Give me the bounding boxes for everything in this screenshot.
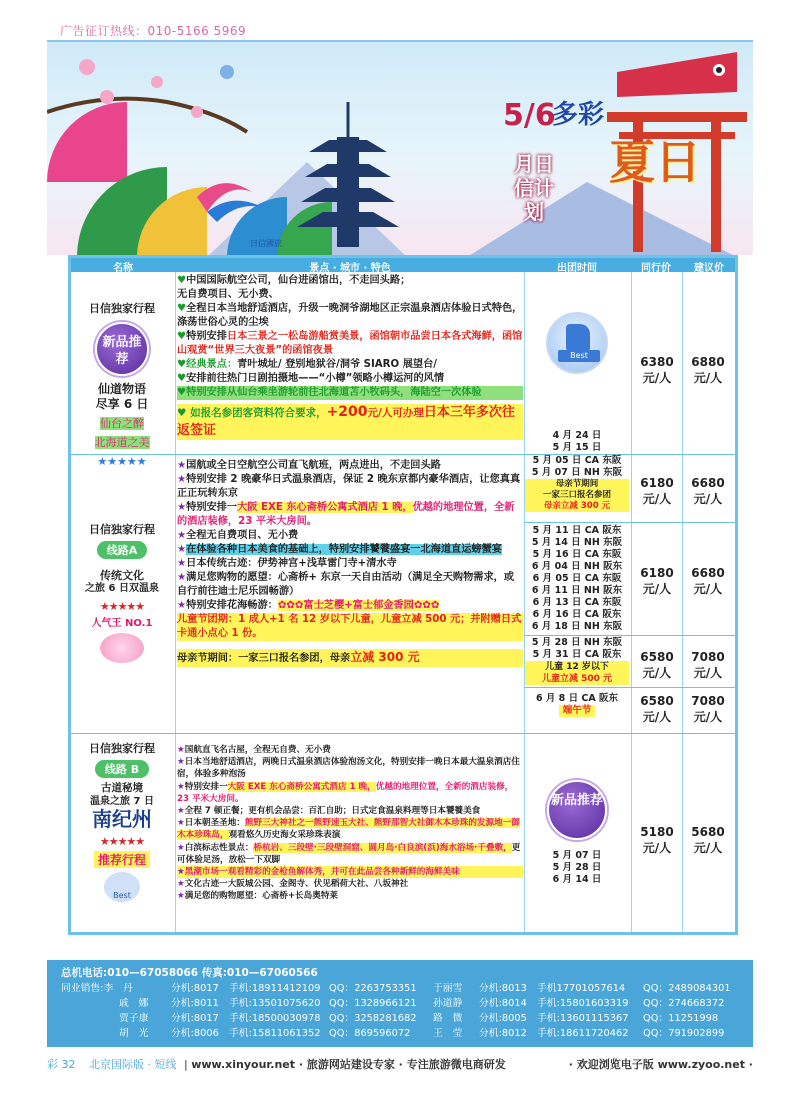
itinerary-table [68, 255, 738, 935]
price-value: 6180 [640, 476, 674, 490]
fan-decoration-icon [47, 102, 332, 255]
departure-date: 6 月 05 日 CA 东阪 [532, 573, 622, 584]
desc-line: 日本朝圣圣地： [184, 818, 245, 829]
price-value: 6580 [640, 694, 674, 708]
contact-qq: QQ：274668372 [643, 998, 725, 1009]
price-unit: 元/人 [642, 492, 672, 506]
contact-name: 路 微 [433, 1013, 463, 1024]
desc-line: 大阪 EXE 东心斋桥公寓式酒店 1 晚， [237, 502, 413, 513]
desc-line: 日本三景之一松岛游船赏美景，函馆朝市品尝日本各式海鲜，函馆山观赏“世界三大夜景”的函馆夜景 [177, 331, 523, 356]
desc-line: 特别安排从仙台乘坐游轮前往北海道苫小牧码头，海陆空一次体验 [186, 387, 482, 398]
contact-ext: 分机:8014 [479, 998, 527, 1009]
contact-mobile: 手机:18911412109 [229, 983, 321, 994]
exclusive-label: 日信独家行程 [89, 742, 155, 755]
table-row [71, 455, 735, 733]
row3-price [633, 824, 681, 856]
contact-ext: 分机:8012 [479, 1028, 527, 1039]
contact-qq: QQ：791902899 [643, 1028, 725, 1039]
suggest-value: 7080 [691, 694, 725, 708]
desc-line: 日本当地舒适酒店，两晚日式温泉酒店体验泡汤文化，特别安排一晚日本最大温泉酒店住宿，体验多种泡汤 [177, 757, 520, 780]
route-tag: 线路 B [95, 760, 149, 778]
row2-price-d [633, 693, 681, 725]
desc-line: 熊野三大神社之一熊野速玉大社、熊野那智大社御木本珍珠的发源地一御木本珍珠岛， [177, 818, 520, 841]
departure-date: 5 月 07 日 [552, 850, 602, 861]
contact-name: 胡 光 [119, 1028, 149, 1039]
banner-title-summer: 夏日 [609, 135, 701, 189]
header-suggest: 建议价 [694, 263, 724, 274]
row2-dates-d [525, 693, 629, 717]
pagoda-icon [297, 102, 399, 247]
row3-description: ★国航直飞名古屋，全程无自费、无小费 ★日本当地舒适酒店，两晚日式温泉酒店体验泡汤文化，特别安排一晚日本最大温泉酒店住宿，体验多种泡汤 ★特别安排一大阪 EXE 东心斋桥公寓式酒店 1 晚，优越的地理位置，全新的酒店装修，23 平米大房间。 ★全程 7 顿正餐；更有机会品尝：百汇自助；日式定食温泉料理等日本饕餮美食 ★日本朝圣圣地：熊野三大神社之一熊野速玉大社、熊野那智大社御木本珍珠的发源地一御木本珍珠岛，观看悠久历史海女采珍珠表演 ★白滨标志性景点：桥杭岩、三段壁·三段壁洞窟、圆月岛·白良滨(浜)海水浴场·千叠敷，更可体验足汤，放松一下双脚 ★黑潮市场一观看精彩的金枪鱼解体秀，并可在此品尝各种新鲜的海鲜美味 ★文化古迹一大阪城公园、金阁寺、伏见稻荷大社、八坂神社 ★满足您的购物愿望：心斋桥+长岛奥特莱 [177, 744, 523, 903]
contact-mobile: 手机:18500030978 [229, 1013, 321, 1024]
footer-bar: 彩 32 北京国际版 · 短线 | www.xinyour.net · 旅游网站建设专家 · 专注旅游微电商研发 · 欢迎浏览电子版 www.zyoo.net · [47, 1055, 753, 1075]
discount-label: 立减 300 元 [350, 650, 420, 664]
row2-suggest-a [683, 475, 733, 507]
contact-qq: QQ：3258281682 [329, 1013, 417, 1024]
tag-sendai: 仙台之醉 [100, 417, 144, 430]
desc-line: 桥杭岩、三段壁·三段壁洞窟、圆月岛·白良滨(浜)海水浴场·千叠敷， [253, 842, 512, 853]
exclusive-label: 日信独家行程 [89, 302, 155, 315]
departure-date: 5 月 14 日 NH 东阪 [531, 537, 623, 548]
departure-date: 5 月 15 日 [552, 442, 602, 453]
region-title: 南纪州 [92, 807, 152, 831]
row1-price [633, 354, 681, 386]
desc-line: 黑潮市场一观看精彩的金枪鱼解体秀，并可在此品尝各种新鲜的海鲜美味 [184, 867, 460, 878]
desc-line: 特别安排一 [184, 781, 228, 792]
desc-line: 国航或全日空航空公司直飞航班，两点进出，不走回头路 [186, 460, 441, 471]
ad-hotline: 广告征订热线：010-5166 5969 [60, 24, 247, 38]
contact-mobile: 手机:13601115367 [537, 1013, 629, 1024]
contact-ext: 分机:8006 [171, 1028, 219, 1039]
price-unit: 元/人 [642, 710, 672, 724]
contact-mobile: 手机17701057614 [537, 983, 626, 994]
brand-name: 日信國旅 [250, 239, 282, 248]
desc-line: 特别安排 2 晚豪华日式温泉酒店，保证 2 晚东京都内豪华酒店，让您真真正正玩转东京 [177, 474, 521, 499]
desc-line: 文化古迹一大阪城公园、金阁寺、伏见稻荷大社、八坂神社 [184, 879, 409, 890]
contact-qq: QQ：2489084301 [643, 983, 731, 994]
row2-suggest-c [683, 649, 733, 681]
website-link[interactable]: www.xinyour.net · 旅游网站建设专家 · 专注旅游微电商研发 [191, 1058, 506, 1071]
row1-suggest [683, 354, 733, 386]
new-product-seal: 新品推荐 [95, 322, 149, 376]
row1-dates [525, 312, 629, 454]
suggest-unit: 元/人 [693, 371, 723, 385]
suggest-unit: 元/人 [693, 841, 723, 855]
desc-line: 大阪 EXE 东心斋桥公寓式酒店 1 晚， [227, 781, 376, 792]
row1-description: ♥中国国际航空公司，仙台进函馆出，不走回头路； 无自费项目、无小费、 ♥全程日本当地舒适酒店，升级一晚洞爷湖地区正宗温泉酒店体验日式特色，涤荡世俗心灵的尘埃 ♥特别安排日本三景之一松岛游船赏美景，函馆朝市品尝日本各式海鲜，函馆山观赏“世界三大夜景”的函馆夜景 ♥经典景点：青叶城址/ 登别地狱谷/洞爷 SIARO 展望台/ ♥安排前往热门日剧拍摄地——“小樽”领略小樽运河的风情 ♥特别安排从仙台乘坐游轮前往北海道苫小牧码头，海陆空一次体验 ♥ 如报名参团客资料符合要求，+200元/人可办理日本三年多次往返签证 [177, 275, 523, 438]
price-value: 5180 [640, 825, 674, 839]
departure-date: 5 月 31 日 CA 阪东 [532, 649, 622, 660]
desc-line: 全程日本当地舒适酒店，升级一晚洞爷湖地区正宗温泉酒店体验日式特色，涤荡世俗心灵的尘埃 [177, 303, 523, 328]
departure-date: 5 月 05 日 CA 东阪 [532, 455, 622, 466]
route-duration: 之旅 6 日双温泉 [85, 583, 159, 594]
desc-line: 满足您的购物愿望：心斋桥+长岛奥特莱 [184, 891, 339, 902]
departure-date: 5 月 28 日 [552, 862, 602, 873]
row2-suggest-b [683, 565, 733, 597]
page-number: 彩 32 [47, 1058, 76, 1071]
header-price: 同行价 [641, 263, 671, 274]
price-unit: 元/人 [642, 666, 672, 680]
suggest-value: 6880 [691, 355, 725, 369]
desc-line: 无自费项目、无小费、 [177, 289, 279, 300]
contact-name: 于丽雪 [433, 983, 463, 994]
desc-line: 元/人可办理 [367, 407, 424, 419]
e-edition-link[interactable]: · 欢迎浏览电子版 www.zyoo.net · [568, 1058, 753, 1071]
visa-price: +200 [326, 404, 368, 420]
departure-date: 5 月 28 日 NH 东阪 [531, 637, 623, 648]
departure-date: 4 月 24 日 [552, 430, 602, 441]
contact-name: 贾子康 [119, 1013, 149, 1024]
desc-line: 特别安排 [186, 331, 227, 342]
exclusive-label: 日信独家行程 [89, 523, 155, 536]
desc-line: 白滨标志性景点： [184, 842, 254, 853]
contact-mobile: 手机:15801603319 [537, 998, 629, 1009]
contact-name: 孙道静 [433, 998, 463, 1009]
header-name: 名称 [113, 263, 133, 274]
suggest-value: 7080 [691, 650, 725, 664]
promo-line: 母亲立减 300 元 [543, 501, 611, 511]
desc-line: 母亲节期间：一家三口报名参团，母亲 [177, 653, 351, 664]
new-product-seal: 新品推荐 [547, 780, 607, 840]
contact-mobile: 手机:15811061352 [229, 1028, 321, 1039]
tag-hokkaido: 北海道之美 [94, 436, 150, 449]
contact-ext: 分机:8011 [171, 998, 219, 1009]
suggest-unit: 元/人 [693, 710, 723, 724]
desc-line: 日本传统古迹：伊势神宫+浅草雷门寺+清水寺 [186, 558, 397, 569]
route-duration: 温泉之旅 7 日 [90, 796, 154, 807]
contact-name: 王 莹 [433, 1028, 463, 1039]
price-value: 6180 [640, 566, 674, 580]
suggest-unit: 元/人 [693, 582, 723, 596]
price-unit: 元/人 [642, 582, 672, 596]
price-value: 6380 [640, 355, 674, 369]
promo-line: 儿童立减 500 元 [541, 674, 613, 684]
contact-row [61, 1027, 751, 1041]
departure-date: 6 月 14 日 [552, 874, 602, 885]
suggest-unit: 元/人 [693, 666, 723, 680]
contact-ext: 分机:8017 [171, 983, 219, 994]
desc-line: 全程无自费项目、无小费 [186, 530, 299, 541]
desc-line: ✿✿✿富士芝樱+富士郁金香园✿✿✿ [277, 600, 440, 611]
departure-date: 6 月 18 日 NH 东阪 [531, 621, 623, 632]
contact-ext: 分机:8013 [479, 983, 527, 994]
desc-line: 特别安排花海畅游： [186, 600, 278, 611]
row2-price-c [633, 649, 681, 681]
desc-line: 全程 7 顿正餐；更有机会品尝：百汇自助；日式定食温泉料理等日本饕餮美食 [184, 806, 481, 817]
rating-stars: ★★★★★ [97, 455, 147, 468]
desc-line: 如报名参团客资料符合要求， [190, 407, 327, 419]
departure-date: 5 月 07 日 NH 东阪 [531, 467, 623, 478]
desc-line: 更可体验足汤，放松一下双脚 [177, 842, 521, 865]
row2-price-b [633, 565, 681, 597]
row2-price-a [633, 475, 681, 507]
mascot-icon [100, 633, 144, 663]
route-duration: 尽享 6 日 [95, 397, 149, 411]
departure-date: 6 月 11 日 NH 阪东 [531, 585, 623, 596]
rating-stars: ★★★★★ [99, 835, 145, 848]
desc-line: 优越的地理位置，全新的酒店装修，23 平米大房间。 [177, 781, 514, 804]
banner-title-month: 月日信计划 [514, 152, 554, 224]
row2-dates-c [525, 637, 629, 685]
departure-date: 6 月 13 日 CA 东阪 [532, 597, 622, 608]
promo-line: 儿童 12 岁以下 [545, 662, 609, 672]
best-label: Best [558, 350, 600, 362]
desc-line: 国航直飞名古屋，全程无自费、无小费 [184, 745, 331, 755]
hotline-title: 总机电话:010—67058066 传真:010—67060566 [61, 967, 318, 979]
promo-line: 母亲节期间 [555, 479, 599, 489]
row3-suggest [683, 824, 733, 856]
route-tag: 线路A [97, 541, 148, 559]
banner-title-colorful: 多彩 [552, 100, 605, 130]
desc-line: 儿童节团期：1 成人+1 名 12 岁以下儿童，儿童立减 500 元；并附赠日式卡通小点心 1 份。 [177, 614, 522, 639]
recommend-label: 推荐行程 [94, 851, 150, 868]
header-date: 出团时间 [557, 263, 597, 274]
suggest-value: 5680 [691, 825, 725, 839]
row2-name-cell [71, 515, 173, 663]
desc-line: 优越的地理位置，全新的酒店装修，23 平米大房间。 [177, 502, 515, 527]
contact-mobile: 手机:18611720462 [537, 1028, 629, 1039]
route-name: 仙道物语 [97, 382, 146, 396]
banner [47, 40, 753, 255]
row2-suggest-d [683, 693, 733, 725]
row2-dates-b [525, 525, 629, 633]
contact-name: 同业销售:李 丹 [61, 983, 133, 994]
festival-label: 端午节 [559, 705, 596, 717]
desc-line: 在体验各种日本美食的基础上，特别安排饕餮盛宴一北海道直运螃蟹宴 [186, 544, 502, 555]
row3-dates [525, 774, 629, 886]
edition-label: 北京国际版 · 短线 [89, 1058, 177, 1071]
departure-date: 6 月 04 日 NH 阪东 [531, 561, 623, 572]
contact-qq: QQ：2263753351 [329, 983, 417, 994]
route-name: 传统文化 [100, 569, 144, 582]
departure-date: 5 月 11 日 CA 阪东 [532, 525, 622, 536]
contact-row [61, 997, 751, 1011]
desc-line: 观看悠久历史海女采珍珠表演 [228, 830, 341, 841]
thumbs-up-icon [566, 324, 590, 352]
promo-line: 一家三口报名参团 [542, 490, 611, 500]
contact-row [61, 982, 751, 996]
row2-dates-a [525, 455, 629, 512]
suggest-value: 6680 [691, 476, 725, 490]
desc-line: 安排前往热门日剧拍摄地——“小樽”领略小樽运河的风情 [186, 373, 445, 384]
visa-type: 日本三年多次往返签证 [177, 405, 515, 438]
best-badge [546, 312, 608, 374]
contact-qq: QQ：1328966121 [329, 998, 417, 1009]
koi-flag-icon [617, 52, 737, 97]
price-value: 6580 [640, 650, 674, 664]
desc-line: 青叶城址/ 登别地狱谷/洞爷 SIARO 展望台/ [237, 359, 438, 370]
desc-line: 满足您购物的愿望：心斋桥+ 东京一天自由活动（满足全天购物需求，或自行前往迪士尼乐园畅游） [177, 572, 515, 597]
departure-date: 5 月 16 日 CA 东阪 [532, 549, 622, 560]
price-unit: 元/人 [642, 371, 672, 385]
departure-date: 6 月 16 日 CA 阪东 [532, 609, 622, 620]
route-name: 古道秘境 [101, 782, 143, 794]
desc-line: 特别安排一 [186, 502, 238, 513]
contact-ext: 分机:8017 [171, 1013, 219, 1024]
price-unit: 元/人 [642, 841, 672, 855]
popular-label: 人气王 NO.1 [91, 618, 153, 629]
suggest-unit: 元/人 [693, 492, 723, 506]
banner-title-number: 5/6 [503, 98, 556, 133]
best-badge: Best [104, 872, 140, 902]
departure-date: 6 月 8 日 CA 阪东 [535, 693, 619, 704]
contact-row [61, 1012, 751, 1026]
table-header [71, 258, 735, 272]
desc-line: 中国国际航空公司，仙台进函馆出，不走回头路； [186, 275, 411, 286]
header-route: 景点 · 城市 · 特色 [309, 263, 391, 274]
contact-qq: QQ：869596072 [329, 1028, 411, 1039]
desc-line: 经典景点： [186, 359, 238, 370]
contact-ext: 分机:8005 [479, 1013, 527, 1024]
contact-mobile: 手机:13501075620 [229, 998, 321, 1009]
contact-name: 戚 娜 [119, 998, 149, 1009]
suggest-value: 6680 [691, 566, 725, 580]
row1-name-cell [71, 294, 173, 469]
table-row [71, 734, 735, 932]
contacts-panel [47, 960, 753, 1047]
rating-stars: ★★★★★ [99, 600, 145, 613]
row3-name-cell [71, 734, 173, 902]
contact-qq: QQ：11251998 [643, 1013, 719, 1024]
row2-description: ★国航或全日空航空公司直飞航班，两点进出，不走回头路 ★特别安排 2 晚豪华日式温泉酒店，保证 2 晚东京都内豪华酒店，让您真真正正玩转东京 ★特别安排一大阪 EXE 东心斋桥公寓式酒店 1 晚，优越的地理位置，全新的酒店装修，23 平米大房间。 ★全程无自费项目、无小费 ★在体验各种日本美食的基础上，特别安排饕餮盛宴一北海道直运螃蟹宴 ★日本传统古迹：伊势神宫+浅草雷门寺+清水寺 ★满足您购物的愿望：心斋桥+ 东京一天自由活动（满足全天购物需求，或自行前往迪士尼乐园畅游） ★特别安排花海畅游：✿✿✿富士芝樱+富士郁金香园✿✿✿ 儿童节团期：1 成人+1 名 12 岁以下儿童，儿童立减 500 元；并附赠日式卡通小点心 1 份。 母亲节期间：一家三口报名参团，母亲立减 300 元 [177, 459, 523, 667]
